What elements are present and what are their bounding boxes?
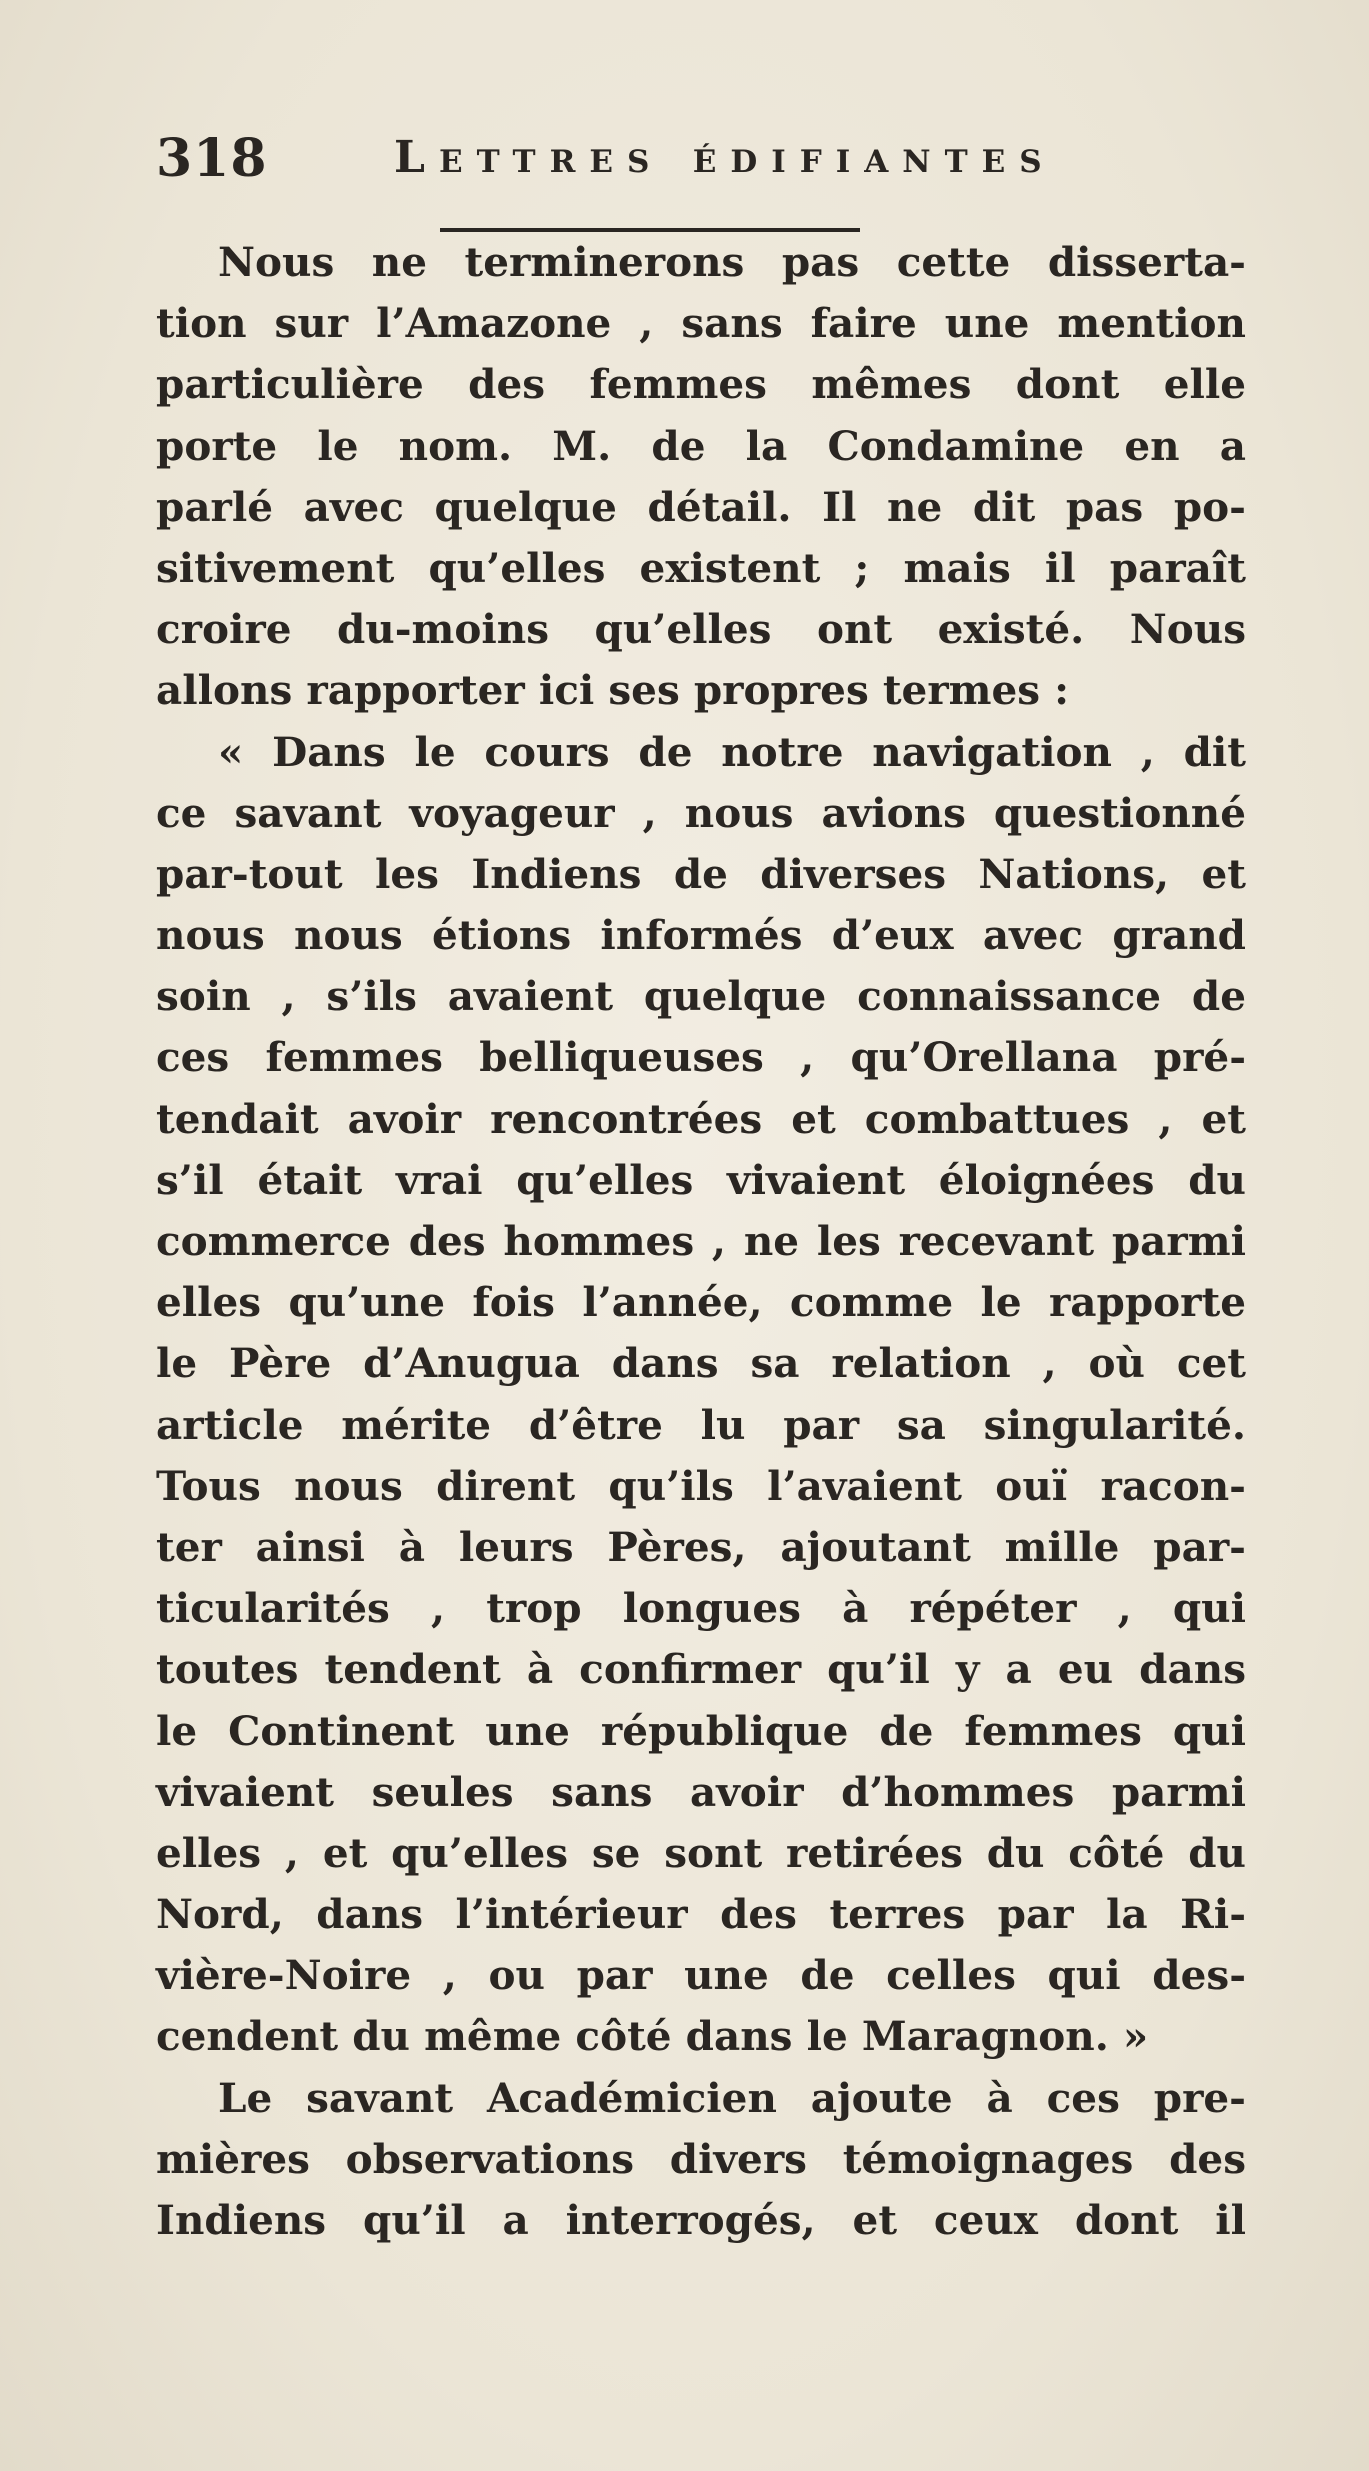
text-line: sitivement qu’elles existent ; mais il paraît [156,543,1246,592]
text-line: cendent du même côté dans le Maragnon. » [156,2012,1149,2061]
text-line: le Père d’Anugua dans sa relation , où cet [156,1339,1246,1388]
text-line: article mérite d’être lu par sa singularité. [156,1400,1246,1449]
text-line: Indiens qu’il a interrogés, et ceux dont il [156,2196,1246,2244]
text-line: nous nous étions informés d’eux avec grand [156,911,1246,960]
text-line: ticularités , trop longues à répéter , qui [156,1584,1246,1633]
text-line: tion sur l’Amazone , sans faire une mention [156,299,1246,348]
text-line: particulière des femmes mêmes dont elle [156,360,1246,409]
text-line: s’il était vrai qu’elles vivaient éloignées du [156,1155,1246,1204]
text-line: ces femmes belliqueuses , qu’Orellana pré- [156,1033,1246,1082]
text-line: « Dans le cours de notre navigation , dit [218,727,1246,776]
text-line: mières observations divers témoignages des [156,2134,1246,2183]
text-line: vivaient seules sans avoir d’hommes parmi [156,1767,1246,1816]
text-line: croire du-moins qu’elles ont existé. Nous [156,605,1246,654]
text-line: Nord, dans l’intérieur des terres par la Ri- [156,1890,1246,1939]
text-line: Tous nous dirent qu’ils l’avaient ouï racon- [156,1461,1246,1510]
text-line: ce savant voyageur , nous avions questionné [156,788,1246,837]
text-line: ter ainsi à leurs Pères, ajoutant mille par- [156,1522,1246,1571]
text-line: commerce des hommes , ne les recevant parmi [156,1217,1246,1265]
text-line: Nous ne terminerons pas cette disserta- [218,238,1246,286]
text-line: allons rapporter ici ses propres termes : [156,666,1070,715]
text-line: vière-Noire , ou par une de celles qui des- [156,1951,1246,2000]
text-line: Le savant Académicien ajoute à ces pre- [218,2073,1246,2122]
text-line: elles , et qu’elles se sont retirées du côté du [156,1828,1246,1877]
text-line: parlé avec quelque détail. Il ne dit pas po- [156,482,1246,531]
text-line: porte le nom. M. de la Condamine en a [156,421,1246,470]
text-line: le Continent une république de femmes qui [156,1706,1246,1755]
body-text [156,232,1246,2251]
page-header [156,128,1256,188]
text-line: tendait avoir rencontrées et combattues , et [156,1094,1246,1143]
page-number: 318 [156,128,268,189]
text-line: soin , s’ils avaient quelque connaissance de [156,972,1246,1021]
text-line: elles qu’une fois l’année, comme le rapporte [156,1278,1246,1327]
running-title: Lettres édifiantes [394,132,1056,183]
text-line: par-tout les Indiens de diverses Nations, et [156,849,1246,898]
text-line: toutes tendent à confirmer qu’il y a eu dans [156,1645,1246,1694]
